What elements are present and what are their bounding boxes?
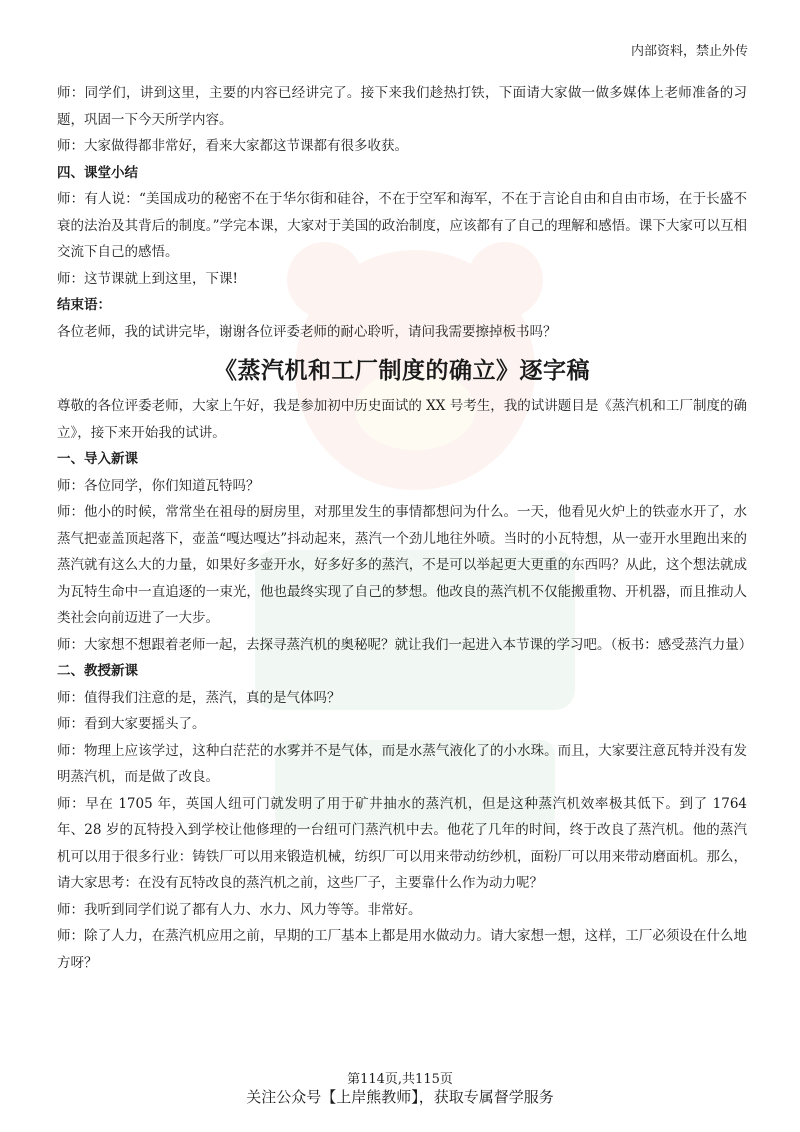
paragraph: 师：值得我们注意的是，蒸汽，真的是气体吗？ (57, 689, 341, 706)
section-heading-summary: 四、课堂小结 (57, 164, 138, 181)
paragraph: 师：有人说：“美国成功的秘密不在于华尔街和硅谷，不在于空军和海军，不在于言论自由和自由市场，在于长盛不衰的法治及其背后的制度。”学完本课，大家对于美国的政治制度，应该都有了自己的理解和感悟。课下大家可以互相交流下自己的感悟。 (57, 191, 747, 260)
paragraph: 师：早在 1705 年，英国人纽可门就发明了用于矿井抽水的蒸汽机，但是这种蒸汽机效率极其低下。到了 1764 年、28 岁的瓦特投入到学校让他修理的一台纽可门蒸汽机中去。他花了几年的时间，终于改良了蒸汽机。他的蒸汽机可以用于很多行业：铸铁厂可以用来锻造机械，纺织厂可以用来带动纺纱机，面粉厂可以用来带动磨面机。那么，请大家思考：在没有瓦特改良的蒸汽机之前，这些厂子，主要靠什么作为动力呢？ (57, 795, 747, 891)
paragraph: 师：物理上应该学过，这种白茫茫的水雾并不是气体，而是水蒸气液化了的小水珠。而且，大家要注意瓦特并没有发明蒸汽机，而是做了改良。 (57, 742, 747, 785)
paragraph: 师：大家做得都非常好，看来大家都这节课都有很多收获。 (57, 138, 408, 154)
intro-paragraph: 尊敬的各位评委老师，大家上午好，我是参加初中历史面试的 XX 号考生，我的试讲题目是《蒸汽机和工厂制度的确立》，接下来开始我的试讲。 (57, 398, 747, 441)
confidential-note: 内部资料，禁止外传 (630, 44, 748, 59)
document-body (57, 80, 753, 976)
paragraph: 师：同学们，讲到这里，主要的内容已经讲完了。接下来我们趁热打铁，下面请大家做一做多媒体上老师准备的习题，巩固一下今天所学内容。 (57, 85, 747, 128)
paragraph: 师：我听到同学们说了都有人力、水力、风力等等。非常好。 (57, 901, 422, 918)
paragraph: 师：他小的时候，常常坐在祖母的厨房里，对那里发生的事情都想问为什么。一天，他看见火炉上的铁壶水开了，水蒸气把壶盖顶起落下，壶盖“嘎达嘎达”抖动起来，蒸汽一个劲儿地往外喷。当时的小瓦特想，从一壶开水里跑出来的蒸汽就有这么大的力量，如果好多壶开水，好多好多的蒸汽，不是可以举起更大更重的东西吗？从此，这个想法就成为瓦特生命中一直追逐的一束光，他也最终实现了自己的梦想。他改良的蒸汽机不仅能搬重物、开机器，而且推动人类社会向前迈进了一大步。 (57, 504, 747, 626)
section-heading-closing: 结束语： (57, 297, 111, 313)
paragraph: 师：除了人力，在蒸汽机应用之前，早期的工厂基本上都是用水做动力。请大家想一想，这样，工厂必须设在什么地方呀？ (57, 928, 747, 971)
paragraph: 师：这节课就上到这里，下课! (57, 270, 238, 287)
page-number: 第114页,共115页 (347, 1072, 453, 1087)
section-heading-teach: 二、教授新课 (57, 663, 138, 679)
document-title: 《蒸汽机和工厂制度的确立》逐字稿 (214, 357, 590, 384)
section-heading-import: 一、导入新课 (57, 451, 138, 467)
paragraph: 师：大家想不想跟着老师一起，去探寻蒸汽机的奥秘呢？就让我们一起进入本节课的学习吧。（板书：感受蒸汽力量） (57, 636, 753, 653)
promo-line: 关注公众号【上岸熊教师】，获取专属督学服务 (246, 1088, 554, 1106)
paragraph: 师：各位同学，你们知道瓦特吗？ (57, 477, 260, 494)
paragraph: 各位老师，我的试讲完毕，谢谢各位评委老师的耐心聆听，请问我需要擦掉板书吗？ (57, 323, 557, 340)
paragraph: 师：看到大家要摇头了。 (57, 716, 206, 732)
